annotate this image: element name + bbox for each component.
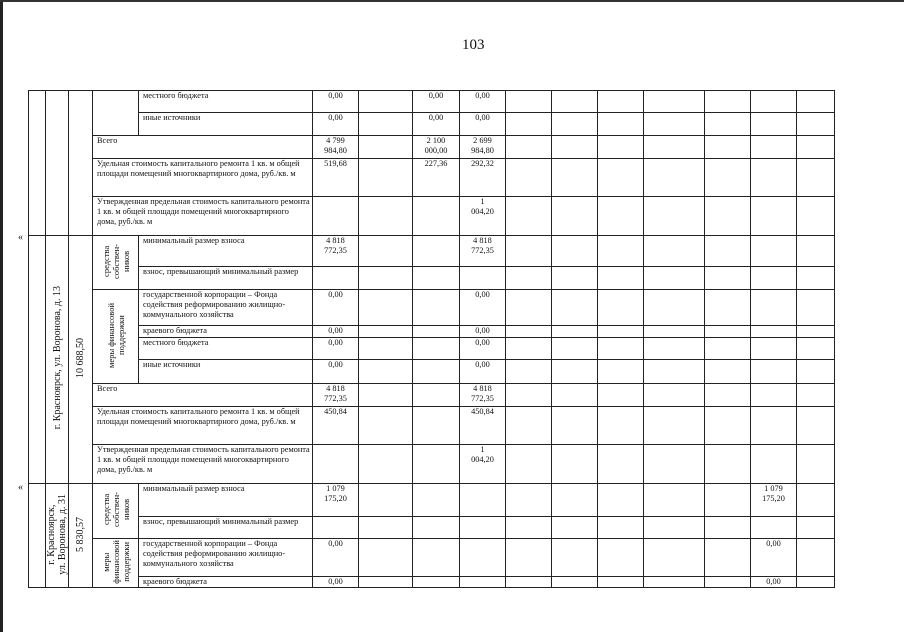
value-cell [552,407,598,445]
value-cell [705,338,751,360]
value-cell [552,236,598,267]
value-cell [705,113,751,136]
value-cell: 0,00 [413,113,460,136]
value-cell: 0,00 [460,290,506,326]
building-address [46,236,69,484]
table-row [29,360,835,384]
value-cell: 0,00 [313,326,359,338]
building-area-text: 10 688,50 [75,338,86,378]
value-cell: 0,00 [460,326,506,338]
value-cell [359,577,413,588]
value-cell [644,407,705,445]
value-cell: 0,00 [460,113,506,136]
value-cell [460,267,506,290]
value-cell: 4 818 772,35 [460,384,506,407]
value-cell [506,326,552,338]
value-cell [359,445,413,484]
value-cell [552,539,598,577]
funding-group-label-text: средства собствен- ников [100,243,131,279]
value-cell [506,91,552,113]
value-cell: 292,32 [460,159,506,197]
value-cell [598,290,644,326]
value-cell [705,407,751,445]
value-cell: 4 818 772,35 [460,236,506,267]
value-cell [413,236,460,267]
value-cell [705,517,751,539]
value-cell: 2 100 000,00 [413,136,460,159]
value-cell [413,326,460,338]
value-cell [506,267,552,290]
value-cell: 1 079 175,20 [751,484,797,517]
value-cell [413,197,460,236]
value-cell [413,290,460,326]
value-cell [598,384,644,407]
table-row [29,484,835,517]
value-cell [797,326,835,338]
value-cell [705,577,751,588]
value-cell: 1 079 175,20 [313,484,359,517]
value-cell: 0,00 [460,360,506,384]
building-address [46,484,69,588]
value-cell [460,539,506,577]
value-cell [751,113,797,136]
table-row [29,113,835,136]
value-cell [413,407,460,445]
table-row [29,159,835,197]
value-cell [359,326,413,338]
value-cell [598,91,644,113]
value-cell [460,577,506,588]
value-cell [506,290,552,326]
value-cell: 0,00 [313,577,359,588]
funding-group-label-text: средства собствен- ников [100,492,131,527]
value-cell: 2 699 984,80 [460,136,506,159]
value-cell [598,267,644,290]
building-address-text: г. Красноярск, ул. Воронова, д. 31 [46,493,68,575]
value-cell [552,159,598,197]
quote-mark: « [18,232,23,243]
value-cell [506,517,552,539]
value-cell [705,326,751,338]
table-row [29,290,835,326]
value-cell [552,484,598,517]
value-cell [413,517,460,539]
row-label: краевого бюджета [139,326,313,338]
value-cell [797,517,835,539]
funding-group-label [93,539,139,588]
value-cell [751,159,797,197]
value-cell [359,159,413,197]
value-cell [598,517,644,539]
value-cell [359,113,413,136]
value-cell: 0,00 [751,539,797,577]
value-cell [413,360,460,384]
value-cell: 1 004,20 [460,197,506,236]
value-cell [751,91,797,113]
value-cell [552,577,598,588]
value-cell [359,539,413,577]
value-cell [751,338,797,360]
value-cell [797,91,835,113]
table-row [29,136,835,159]
value-cell [598,338,644,360]
value-cell [751,517,797,539]
building-area-text: 5 830,57 [75,516,86,552]
value-cell [413,384,460,407]
value-cell [552,517,598,539]
table-row [29,407,835,445]
row-label: Утвержденная предельная стоимость капитального ремонта 1 кв. м общей площади помещений многоквартирного дома, руб./кв. м [93,445,313,484]
value-cell: 0,00 [313,360,359,384]
value-cell [552,384,598,407]
value-cell [705,136,751,159]
value-cell [797,236,835,267]
value-cell: 519,68 [313,159,359,197]
row-label: минимальный размер взноса [139,236,313,267]
value-cell [751,384,797,407]
value-cell [598,577,644,588]
value-cell [413,484,460,517]
value-cell [751,290,797,326]
row-label: краевого бюджета [139,577,313,588]
value-cell [751,236,797,267]
value-cell [705,290,751,326]
value-cell [644,236,705,267]
value-cell [359,384,413,407]
value-cell [644,445,705,484]
table-row [29,267,835,290]
value-cell [598,113,644,136]
value-cell [552,445,598,484]
value-cell [598,236,644,267]
row-number-cell [29,236,46,484]
building-area [69,236,93,484]
value-cell [644,267,705,290]
table-row [29,197,835,236]
row-label: Всего [93,136,313,159]
value-cell: 450,84 [313,407,359,445]
value-cell [797,445,835,484]
value-cell [705,384,751,407]
value-cell: 4 818 772,35 [313,384,359,407]
value-cell [644,360,705,384]
value-cell [552,136,598,159]
value-cell [506,360,552,384]
table-row [29,384,835,407]
value-cell [359,236,413,267]
value-cell [552,326,598,338]
value-cell: 0,00 [313,338,359,360]
value-cell: 1 004,20 [460,445,506,484]
value-cell [751,360,797,384]
quote-mark: « [18,482,23,493]
value-cell [506,236,552,267]
value-cell [359,517,413,539]
value-cell [797,136,835,159]
value-cell [705,360,751,384]
value-cell [598,360,644,384]
value-cell [552,197,598,236]
value-cell [506,159,552,197]
row-label: иные источники [139,113,313,136]
row-label: взнос, превышающий минимальный размер [139,517,313,539]
value-cell [797,484,835,517]
value-cell [313,267,359,290]
value-cell [413,445,460,484]
row-label: государственной корпорации – Фонда содействия реформированию жилищно-коммунального хозяйства [139,539,313,577]
value-cell [598,326,644,338]
value-cell: 4 799 984,80 [313,136,359,159]
value-cell [644,577,705,588]
value-cell [359,407,413,445]
value-cell: 4 818 772,35 [313,236,359,267]
value-cell [751,197,797,236]
value-cell [705,267,751,290]
value-cell: 0,00 [313,290,359,326]
value-cell [506,338,552,360]
value-cell: 450,84 [460,407,506,445]
value-cell [797,384,835,407]
value-cell [598,539,644,577]
building-area [69,484,93,588]
value-cell [506,407,552,445]
value-cell [506,577,552,588]
value-cell [797,113,835,136]
row-label: Удельная стоимость капитального ремонта 1 кв. м общей площади помещений многоквартирного дома, руб./кв. м [93,407,313,445]
value-cell [552,91,598,113]
value-cell [705,159,751,197]
value-cell [598,445,644,484]
value-cell [797,539,835,577]
value-cell [644,517,705,539]
value-cell [359,360,413,384]
value-cell [797,267,835,290]
building-area [69,91,93,236]
row-label: местного бюджета [139,91,313,113]
value-cell [705,91,751,113]
value-cell [598,407,644,445]
value-cell [705,445,751,484]
value-cell [751,326,797,338]
row-label: иные источники [139,360,313,384]
value-cell [598,197,644,236]
funding-group-label [93,484,139,539]
value-cell [413,539,460,577]
value-cell [506,384,552,407]
table-row [29,539,835,577]
row-label: Всего [93,384,313,407]
funding-group-label [93,290,139,384]
value-cell [460,484,506,517]
page-number: 103 [462,37,485,53]
value-cell [797,360,835,384]
value-cell [598,136,644,159]
value-cell [644,484,705,517]
value-cell [359,267,413,290]
value-cell [797,338,835,360]
value-cell [797,577,835,588]
value-cell [644,290,705,326]
value-cell [751,445,797,484]
value-cell [359,290,413,326]
value-cell [644,338,705,360]
value-cell [644,159,705,197]
value-cell: 0,00 [313,91,359,113]
value-cell [705,484,751,517]
table-row [29,91,835,113]
value-cell: 227,36 [413,159,460,197]
value-cell [797,159,835,197]
row-number-cell [29,91,46,236]
row-label: взнос, превышающий минимальный размер [139,267,313,290]
value-cell: 0,00 [313,539,359,577]
value-cell [359,91,413,113]
value-cell [751,407,797,445]
value-cell [506,484,552,517]
table-row [29,517,835,539]
value-cell [413,577,460,588]
table-row [29,577,835,588]
value-cell [359,484,413,517]
building-address-text: г. Красноярск, ул. Воронова, д. 13 [51,286,63,430]
row-label: минимальный размер взноса [139,484,313,517]
value-cell [705,197,751,236]
value-cell [359,197,413,236]
value-cell [644,113,705,136]
scan-border-top [0,0,904,2]
funding-group-label [93,236,139,290]
funding-group-label-text: меры финансовой поддержки [105,302,126,368]
value-cell [644,91,705,113]
value-cell: 0,00 [751,577,797,588]
value-cell [313,517,359,539]
value-cell [359,338,413,360]
value-cell [313,445,359,484]
funding-group-label [93,91,139,136]
value-cell: 0,00 [460,338,506,360]
value-cell [644,136,705,159]
row-number-cell [29,484,46,588]
value-cell [506,113,552,136]
table-row [29,326,835,338]
value-cell [644,539,705,577]
row-label: местного бюджета [139,338,313,360]
value-cell [506,445,552,484]
value-cell [644,326,705,338]
table-row [29,236,835,267]
value-cell [705,539,751,577]
table-row [29,445,835,484]
scan-border-left [0,0,3,632]
table-row [29,338,835,360]
row-label: Утвержденная предельная стоимость капитального ремонта 1 кв. м общей площади помещений многоквартирного дома, руб./кв. м [93,197,313,236]
value-cell [552,113,598,136]
value-cell [644,197,705,236]
value-cell [751,267,797,290]
value-cell [797,290,835,326]
value-cell: 0,00 [413,91,460,113]
row-label: Удельная стоимость капитального ремонта 1 кв. м общей площади помещений многоквартирного дома, руб./кв. м [93,159,313,197]
value-cell [705,236,751,267]
funding-group-label-text: меры финансовой поддержки [100,539,131,584]
value-cell [413,267,460,290]
value-cell [598,484,644,517]
value-cell [313,197,359,236]
value-cell [552,290,598,326]
value-cell [552,338,598,360]
value-cell [751,136,797,159]
value-cell [359,136,413,159]
building-address [46,91,69,236]
value-cell [506,136,552,159]
value-cell [797,407,835,445]
value-cell [460,517,506,539]
value-cell [797,197,835,236]
value-cell [598,159,644,197]
value-cell [413,338,460,360]
value-cell [552,267,598,290]
value-cell [644,384,705,407]
repair-cost-table [28,90,835,588]
value-cell: 0,00 [313,113,359,136]
value-cell [552,360,598,384]
value-cell: 0,00 [460,91,506,113]
row-label: государственной корпорации – Фонда содействия реформированию жилищно-коммунального хозяйства [139,290,313,326]
value-cell [506,197,552,236]
value-cell [506,539,552,577]
